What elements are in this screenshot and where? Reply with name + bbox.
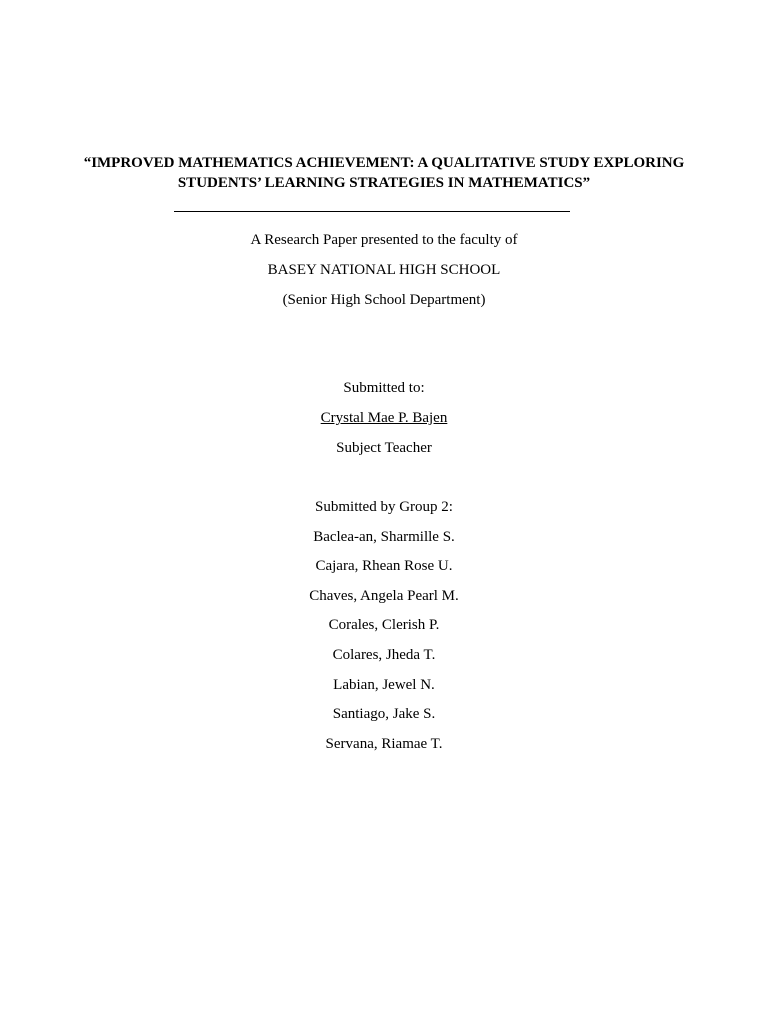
department: (Senior High School Department) — [282, 292, 486, 308]
teacher-name-row — [0, 408, 768, 428]
member-name: Baclea-an, Sharmille S. — [313, 529, 455, 545]
school-name: BASEY NATIONAL HIGH SCHOOL — [267, 262, 501, 278]
member-name: Servana, Riamae T. — [325, 736, 443, 752]
member-name: Colares, Jheda T. — [332, 647, 436, 663]
title-divider — [174, 211, 570, 212]
title-line-1: “IMPROVED MATHEMATICS ACHIEVEMENT: A QUALITATIVE STUDY EXPLORING — [83, 155, 685, 171]
teacher-name: Crystal Mae P. Bajen — [320, 410, 448, 426]
title-line-2: STUDENTS’ LEARNING STRATEGIES IN MATHEMATICS” — [177, 175, 591, 191]
member-name: Corales, Clerish P. — [328, 617, 440, 633]
member-name: Labian, Jewel N. — [333, 677, 435, 693]
submitted-to-label: Submitted to: — [343, 380, 425, 396]
member-name: Chaves, Angela Pearl M. — [309, 588, 459, 604]
submitted-by-label: Submitted by Group 2: — [315, 499, 453, 515]
presented-line: A Research Paper presented to the faculty of — [250, 232, 518, 248]
member-name: Cajara, Rhean Rose U. — [315, 558, 453, 574]
teacher-role: Subject Teacher — [336, 440, 432, 456]
member-name: Santiago, Jake S. — [332, 706, 436, 722]
paper-title — [40, 153, 728, 193]
